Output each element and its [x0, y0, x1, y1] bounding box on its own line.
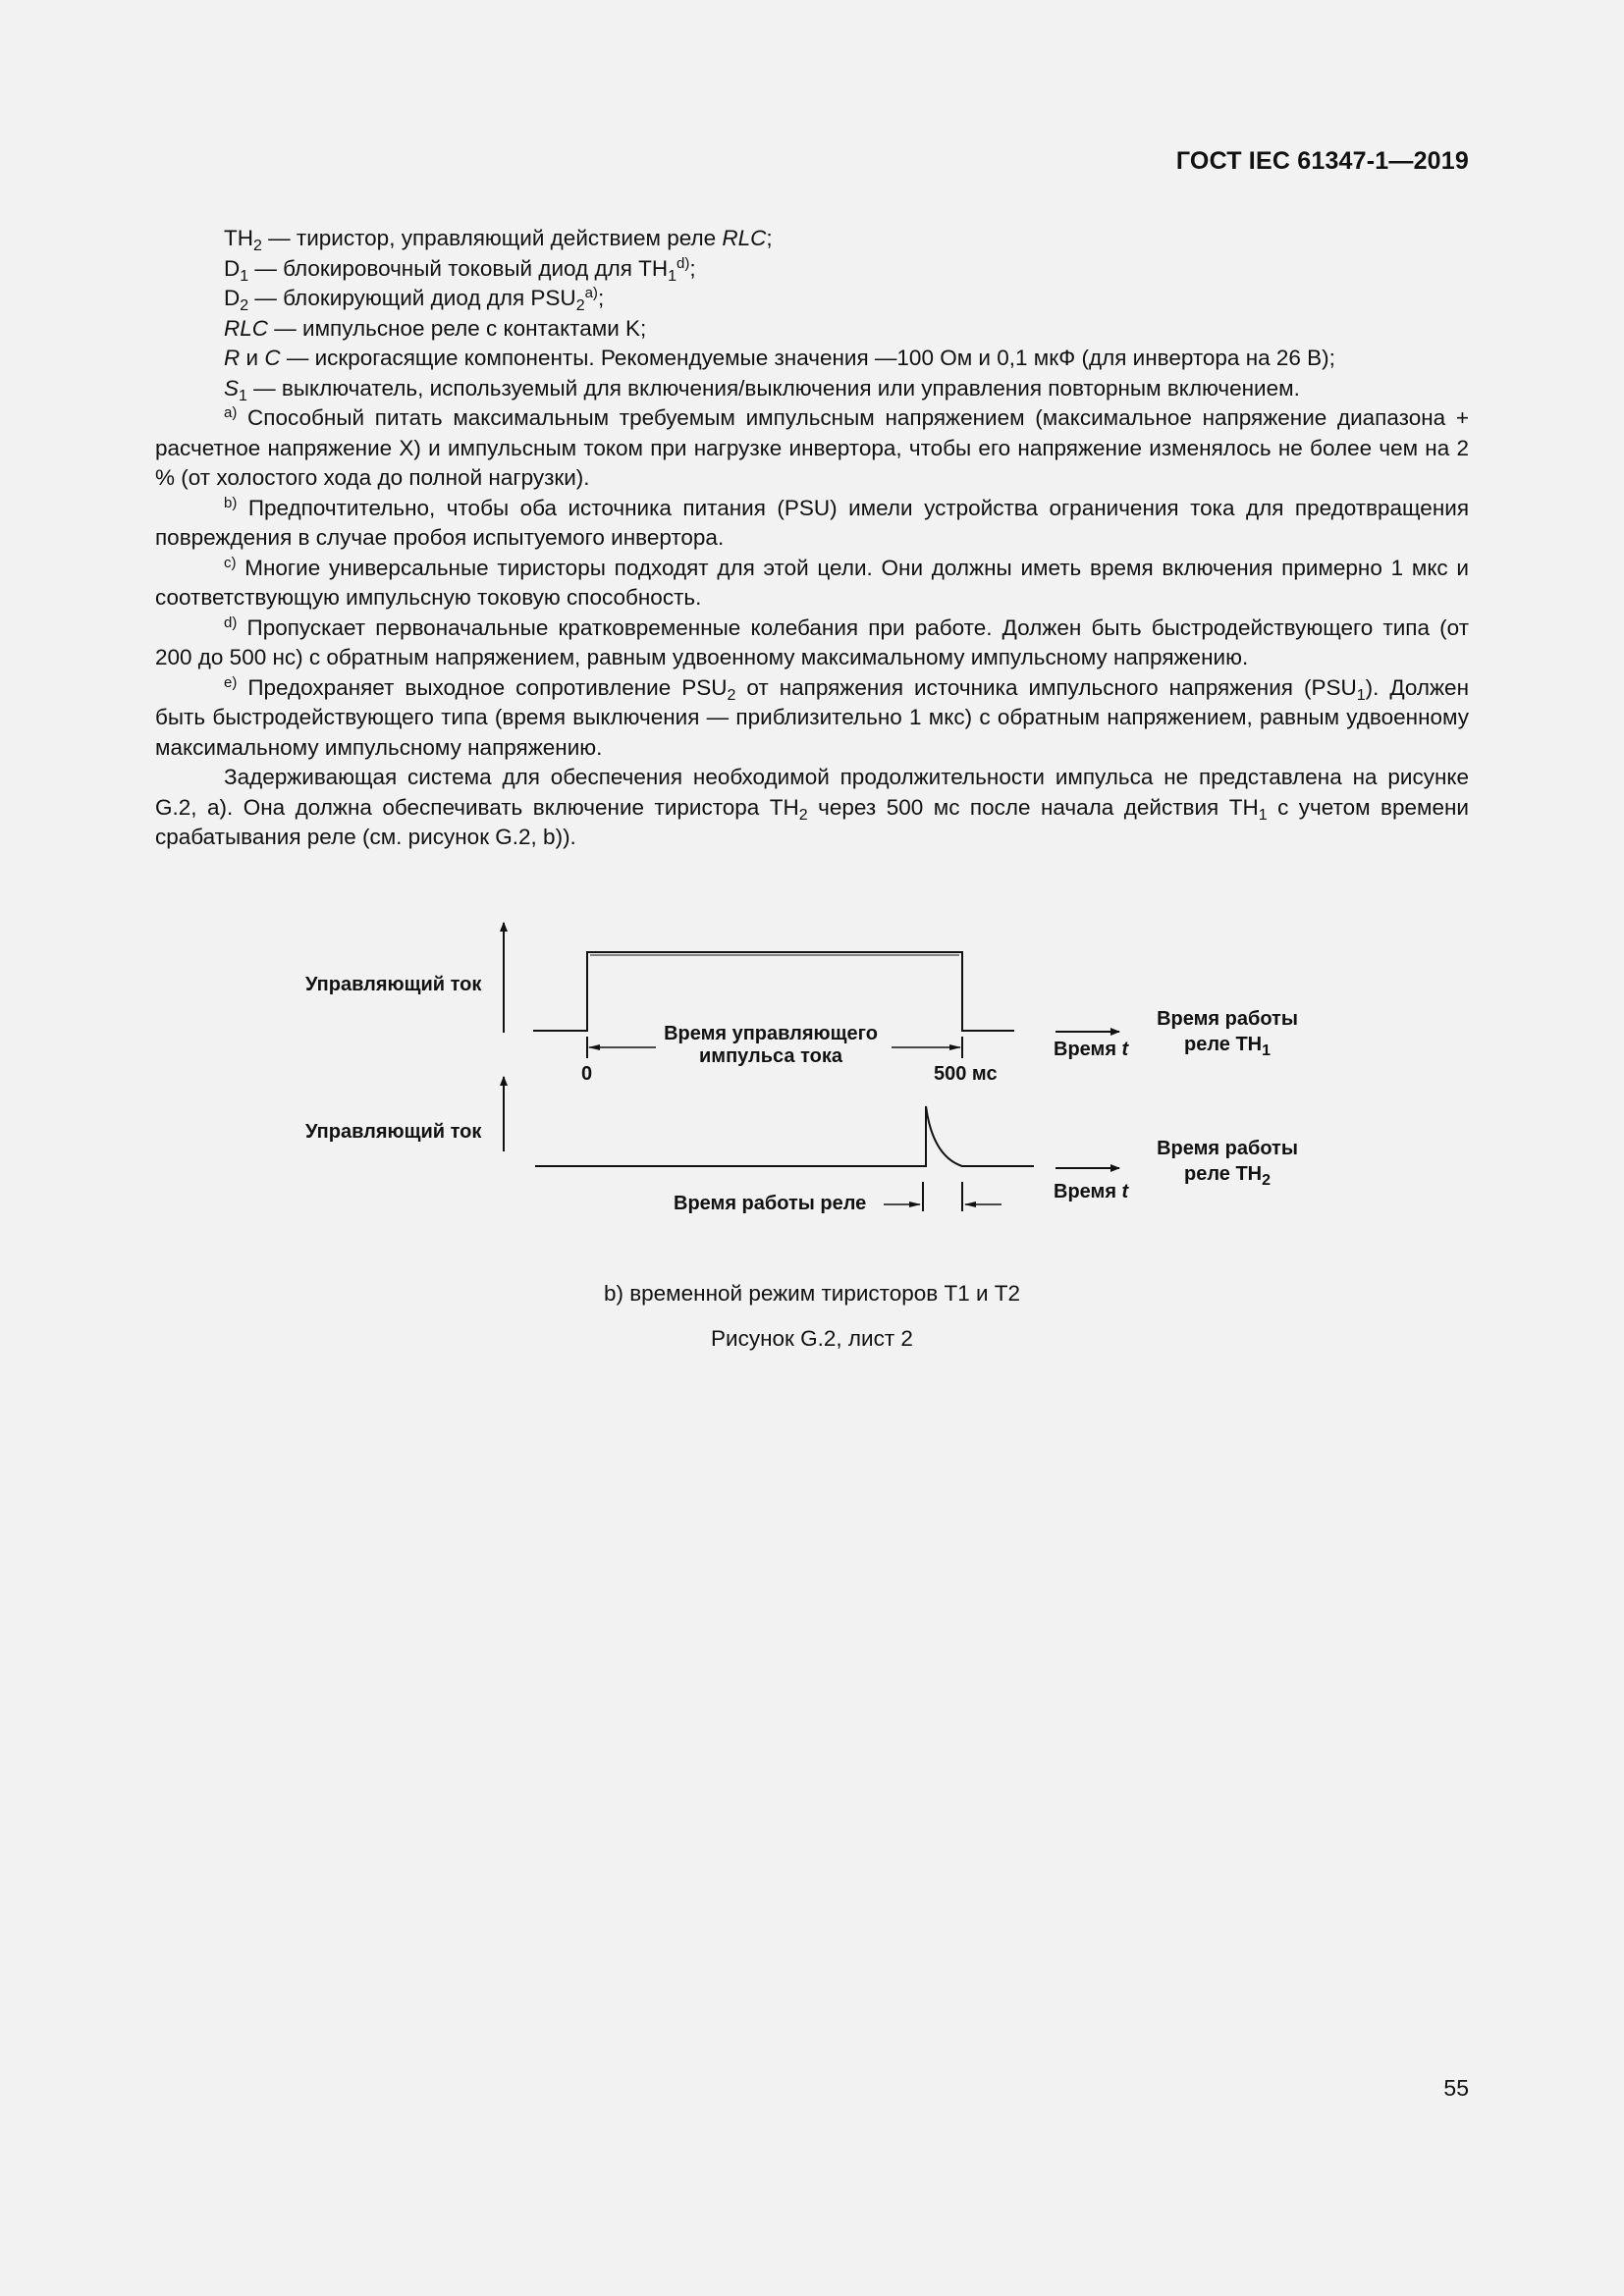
tick-label-500: 500 мс: [934, 1063, 998, 1085]
lower-spike-waveform: [535, 1106, 1034, 1166]
legend-th2: $TH_2$ — тиристор, управляющий действием реле RLC;: [224, 226, 773, 254]
legend-rc: R и C — искрогасящие компоненты. Рекомендуемые значения —100 Ом и 0,1 мкФ (для инвертора на 26 В);: [224, 346, 1335, 370]
body-paragraph: Задерживающая система для обеспечения необходимой продолжительности импульса не представлена на рисунке G.2, a). Она должна обеспечивать включение тиристора $TH_2$ через 500 мс после начала действия $TH_1$ с учетом времени срабатывания реле (см. рисунок G.2, b)).: [155, 765, 1470, 849]
document-code: ГОСТ IEC 61347-1—2019: [1175, 147, 1469, 175]
legend-s1: $S_1$ — выключатель, используемый для включения/выключения или управления повторным включением.: [224, 375, 1300, 404]
timing-diagram-graphics: [0, 903, 1624, 1237]
note-b: $^{b)}$ Предпочтительно, чтобы оба источника питания (PSU) имели устройства ограничения тока для предотвращения повреждения в случае пробоя испытуемого инвертора.: [155, 494, 1469, 550]
legend-rlc: RLC — импульсное реле с контактами K;: [224, 315, 647, 341]
pulse-span-label: Время управляющего импульса тока: [664, 1023, 878, 1067]
lower-y-label: Управляющий ток: [305, 1121, 482, 1143]
note-c: $^{c)}$ Многие универсальные тиристоры подходят для этой цели. Они должны иметь время включения примерно 1 мкс и соответствующую импульсную токовую способность.: [155, 554, 1469, 610]
note-a: $^{a)}$ Способный питать максимальным требуемым импульсным напряжением (максимальное напряжение диапазона + расчетное напряжение X) и импульсным током при нагрузке инвертора, чтобы его напряжение изменялось не более чем на 2 % (от холостого хода до полной нагрузки).: [155, 404, 1469, 490]
lower-right-label: Время работы реле $TH_2$: [1157, 1138, 1298, 1189]
upper-right-label: Время работы реле $TH_1$: [1157, 1008, 1298, 1059]
note-e: $^{e)}$ Предохраняет выходное сопротивление $PSU_2$ от напряжения источника импульсного напряжения $(PSU_1)$. Должен быть быстродействующего типа (время выключения — приблизительно 1 мкс) с обратным напряжением, равным удвоенному максимальному импульсному напряжению.: [155, 673, 1469, 760]
figure-caption: Рисунок G.2, лист 2: [711, 1326, 913, 1351]
text-body: [155, 224, 1469, 853]
upper-time-label: Время t: [1054, 1039, 1129, 1060]
figure-subcaption: b) временной режим тиристоров T1 и T2: [603, 1281, 1021, 1306]
tick-label-0: 0: [581, 1063, 593, 1085]
upper-pulse-waveform: [533, 952, 1014, 1031]
legend-d2: $D_2$ — блокирующий диод для $PSU_2^{a)}$;: [224, 285, 605, 314]
lower-time-label: Время t: [1054, 1181, 1129, 1202]
legend-d1: $D_1$ — блокировочный токовый диод для $TH_1^{d)}$;: [224, 254, 696, 285]
page-number: 55: [1443, 2075, 1469, 2101]
upper-y-label: Управляющий ток: [305, 974, 482, 995]
timing-diagram: [0, 903, 1624, 1237]
relay-time-label: Время работы реле: [674, 1193, 867, 1214]
note-d: $^{d)}$ Пропускает первоначальные кратковременные колебания при работе. Должен быть быстродействующего типа (от 200 до 500 нс) с обратным напряжением, равным удвоенному максимальному импульсному напряжению.: [155, 614, 1469, 669]
